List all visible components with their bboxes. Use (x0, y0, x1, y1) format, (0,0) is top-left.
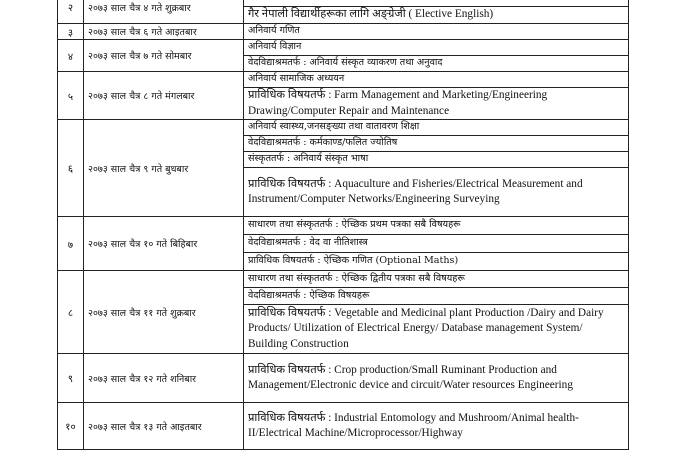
serial-number: ३ (58, 24, 84, 40)
exam-date: २०७३ साल चैत्र ४ गते शुक्रबार (84, 0, 244, 24)
table-row (58, 271, 629, 288)
exam-date: २०७३ साल चैत्र १३ गते आइतबार (84, 403, 244, 450)
subject-cell: वेदविद्याश्रमतर्फ : अनिवार्य संस्कृत व्याकरण तथा अनुवाद (244, 56, 629, 72)
subject-cell: साधारण तथा संस्कृततर्फ : ऐच्छिक प्रथम पत्रका सबै विषयहरू (244, 217, 629, 235)
subject-cell: अनिवार्य स्वास्थ्य,जनसङ्ख्या तथा वातावरण शिक्षा (244, 120, 629, 136)
serial-number: ५ (58, 72, 84, 120)
serial-number: ८ (58, 271, 84, 354)
serial-number: ७ (58, 217, 84, 271)
serial-number: ६ (58, 120, 84, 217)
exam-date: २०७३ साल चैत्र ११ गते शुक्रबार (84, 271, 244, 354)
subject-cell: अनिवार्य विज्ञान (244, 40, 629, 56)
serial-number: २ (58, 0, 84, 24)
exam-date: २०७३ साल चैत्र १२ गते शनिबार (84, 354, 244, 403)
subject-cell: अनिवार्य सामाजिक अध्ययन (244, 72, 629, 88)
exam-date: २०७३ साल चैत्र ७ गते सोमबार (84, 40, 244, 72)
subject-cell: वेदविद्याश्रमतर्फ : ऐच्छिक विषयहरू (244, 288, 629, 305)
table-row (58, 354, 629, 403)
serial-number: ४ (58, 40, 84, 72)
table-row (58, 403, 629, 450)
serial-number: ९ (58, 354, 84, 403)
subject-cell: प्राविधिक विषयतर्फ : Industrial Entomology and Mushroom/Animal health-II/Electrical Machine/Microprocessor/Highway (244, 403, 629, 450)
table-row (58, 217, 629, 235)
exam-date: २०७३ साल चैत्र ८ गते मंगलबार (84, 72, 244, 120)
subject-cell: गैर नेपाली विद्यार्थीहरूका लागि अङ्ग्रेजी ( Elective English) (244, 7, 629, 24)
subject-cell: प्राविधिक विषयतर्फ : Crop production/Small Ruminant Production and Management/Electronic device and circuit/Water resources Engineering (244, 354, 629, 403)
exam-date: २०७३ साल चैत्र १० गते बिहिबार (84, 217, 244, 271)
table-row (58, 72, 629, 88)
subject-cell: साधारण तथा संस्कृततर्फ : ऐच्छिक द्वितीय पत्रका सबै विषयहरू (244, 271, 629, 288)
exam-schedule-table (57, 0, 629, 450)
table-row (58, 40, 629, 56)
exam-date: २०७३ साल चैत्र ६ गते आइतबार (84, 24, 244, 40)
table-row (58, 24, 629, 40)
table-row (58, 120, 629, 136)
subject-cell: वेदविद्याश्रमतर्फ : कर्मकाण्ड/फलित ज्योतिष (244, 136, 629, 152)
subject-cell: प्राविधिक विषयतर्फ : Vegetable and Medicinal plant Production /Dairy and Dairy Products/ Utilization of Electrical Energy/ Database management System/ Building Construction (244, 305, 629, 354)
subject-cell: प्राविधिक विषयतर्फ : Aquaculture and Fisheries/Electrical Measurement and Instrument/Computer Networks/Engineering Surveying (244, 168, 629, 217)
exam-date: २०७३ साल चैत्र ९ गते बुधबार (84, 120, 244, 217)
subject-cell: संस्कृततर्फ : अनिवार्य संस्कृत भाषा (244, 152, 629, 168)
subject-cell: वेदविद्याश्रमतर्फ : वेद वा नीतिशास्त्र (244, 235, 629, 253)
subject-cell: अनिवार्य गणित (244, 24, 629, 40)
subject-cell: प्राविधिक विषयतर्फ : Farm Management and Marketing/Engineering Drawing/Computer Repair and Maintenance (244, 88, 629, 120)
subject-cell: प्राविधिक विषयतर्फ : ऐच्छिक गणित (Optional Maths) (244, 253, 629, 271)
serial-number: १० (58, 403, 84, 450)
